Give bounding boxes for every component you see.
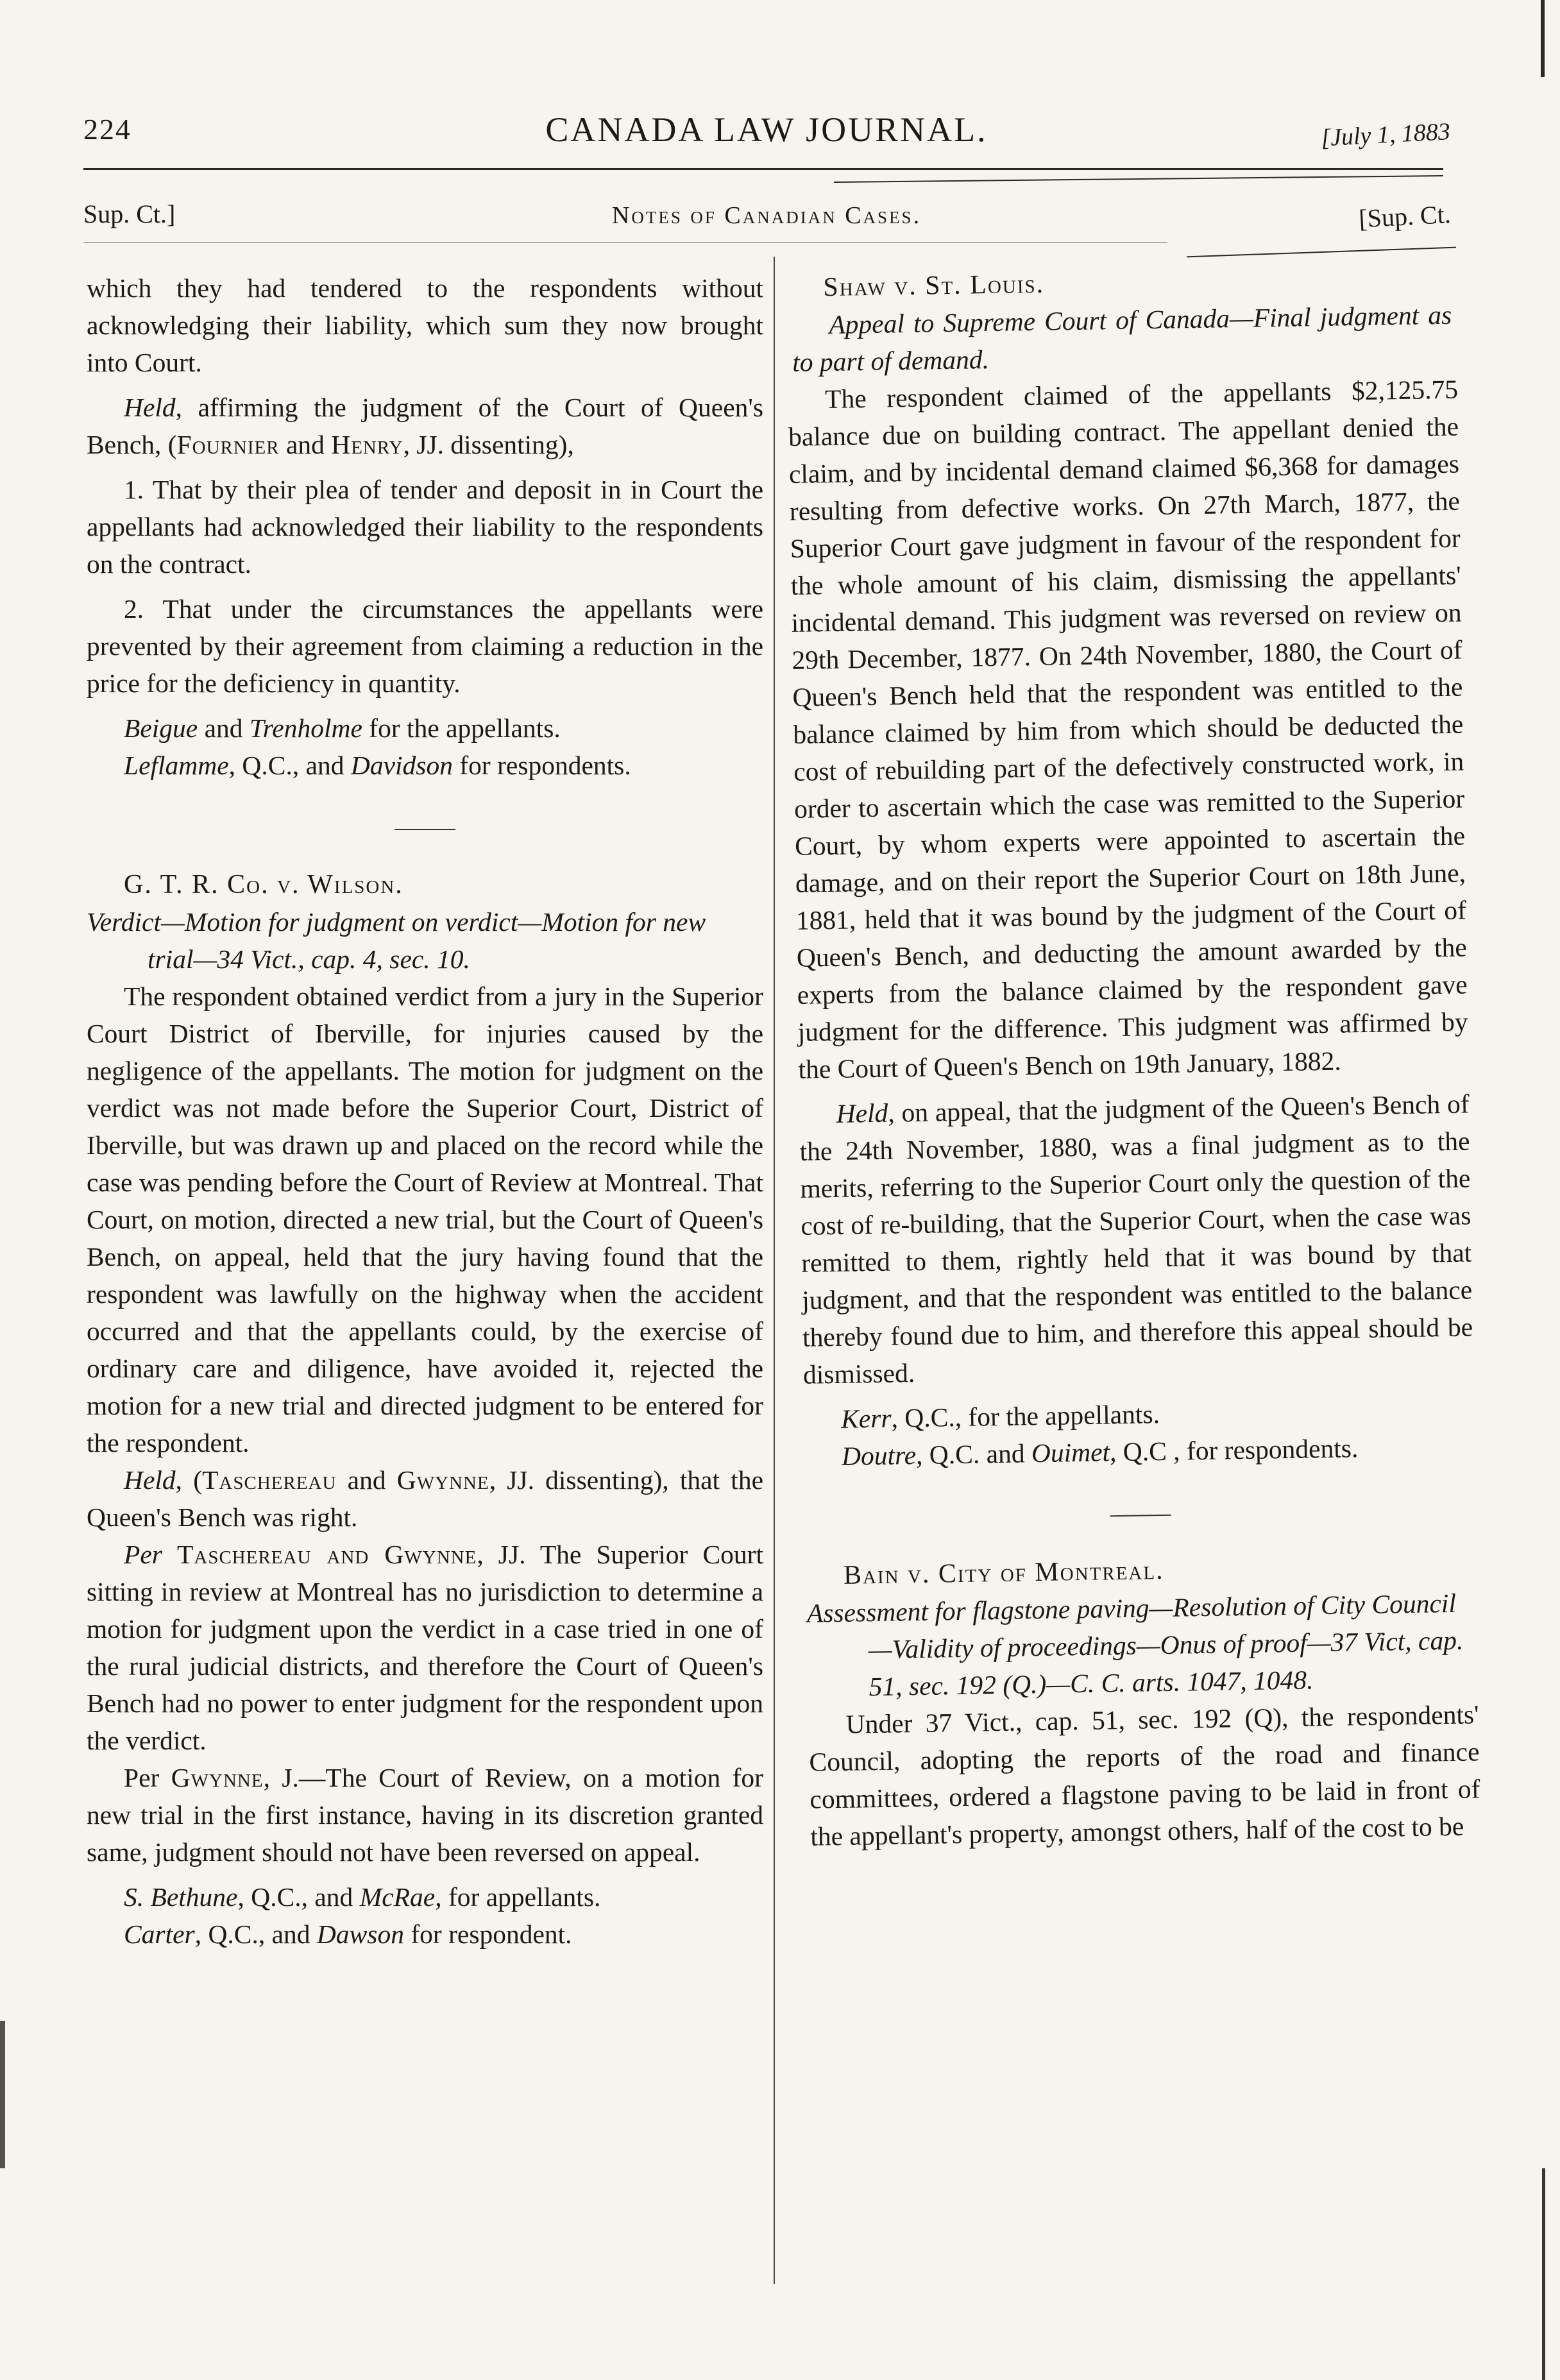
section-rule-right (1187, 247, 1456, 258)
section-header (83, 199, 1450, 237)
judge-name: Fournier (176, 430, 280, 459)
header-rule-secondary (834, 175, 1443, 183)
case-divider (1110, 1515, 1171, 1517)
continuation-paragraph: which they had tendered to the respondents without acknowledging their liability, which sum they now brought into Court. (87, 273, 763, 377)
held-paragraph: Held, (Taschereau and Gwynne, JJ. dissenting), that the Queen's Bench was right. (87, 1465, 763, 1532)
court-label-left: Sup. Ct.] (83, 200, 176, 228)
judge-name: Henry (331, 430, 403, 459)
counsel-line: Beigue and Trenholme for the appellants. (124, 713, 561, 743)
held-label: Held (836, 1098, 888, 1128)
counsel-line: Leflamme, Q.C., and Davidson for respondents. (124, 751, 631, 780)
case-paragraph: The respondent obtained verdict from a jury in the Superior Court District of Iberville, for injuries caused by the negligence of the appellants. The motion for judgment on the verdict was not made before the Superior Court, District of Iberville, but was drawn up and placed on the record while the case was pending before the Court of Review at Montreal. That Court, on motion, directed a new trial, but the Court of Queen's Bench, on appeal, held that the jury having found that the respondent was lawfully on the highway when the accident occurred and that the appellants could, by the exercise of ordinary care and diligence, have avoided it, rejected the motion for a new trial and directed judgment to be entered for the respondent. (87, 982, 763, 1458)
issue-date: [July 1, 1883 (1320, 117, 1452, 152)
page-edge-shadow (1541, 0, 1547, 2379)
column-divider (774, 257, 775, 2284)
journal-title: CANADA LAW JOURNAL. (545, 110, 988, 149)
case-subtitle: Verdict—Motion for judgment on verdict—Motion for new trial—34 Vict., cap. 4, sec. 10. (87, 907, 706, 974)
left-column (87, 269, 763, 1953)
case-paragraph: The respondent claimed of the appellants $2,125.75 balance due on building contract. The appellant denied the claim, and by incidental demand claimed $6,368 for damages resulting from defective works. On 27th March, 1877, the Superior Court gave judgment in favour of the respondent for the whole amount of his claim, dismissing the appellants' incidental demand. This judgment was reversed on review on 29th December, 1877. On 24th November, 1880, the Court of Queen's Bench held that the respondent was entitled to the balance claimed by him from which should be deducted the cost of rebuilding part of the defectively constructed work, in order to ascertain which the case was remitted to the Superior Court, by whom experts were appointed to ascertain the damage, and on their report the Superior Court on 18th June, 1881, held that it was bound by the judgment of the Court of Queen's Bench, and deducting the amount awarded by the experts from the balance claimed by the respondent gave judgment for the difference. This judgment was affirmed by the Court of Queen's Bench on 19th January, 1882. (788, 374, 1468, 1084)
right-column (786, 259, 1481, 1855)
counsel-line: Carter, Q.C., and Dawson for respondent. (124, 1919, 572, 1949)
held-paragraph: Held, on appeal, that the judgment of the Queen's Bench of the 24th November, 1880, was a final judgment as to the merits, referring to the Superior Court only the question of the cost of re-building, that the Superior Court, when the case was remitted to them, rightly held that it was bound by that judgment, and that the respondent was entitled to the balance thereby found due to him, and therefore this appeal should be dismissed. (799, 1089, 1473, 1390)
page-number: 224 (83, 113, 131, 146)
counsel-line: Doutre, Q.C. and Ouimet, Q.C , for respondents. (841, 1433, 1359, 1471)
case-subtitle: Appeal to Supreme Court of Canada—Final judgment as to part of demand. (792, 300, 1452, 377)
court-label-right: [Sup. Ct. (1357, 199, 1452, 234)
held-paragraph: Held, affirming the judgment of the Court of Queen's Bench, (Fournier and Henry, JJ. dissenting), (87, 393, 763, 459)
header-rule (83, 168, 1443, 170)
case-title: G. T. R. Co. v. Wilson. (124, 870, 403, 899)
case-title: Shaw v. St. Louis. (823, 269, 1045, 303)
case-divider (394, 829, 455, 830)
section-title: Notes of Canadian Cases. (611, 202, 922, 229)
holding-point: 1. That by their plea of tender and deposit in in Court the appellants had acknowledged their liability to the respondents on the contract. (87, 475, 763, 579)
case-subtitle: Assessment for flagstone paving—Resolution of City Council—Validity of proceedings—Onus of proof—37 Vict, cap. 51, sec. 192 (Q.)—C. C. arts. 1047, 1048. (806, 1588, 1464, 1702)
binding-edge-mark (0, 2021, 5, 2168)
running-header (83, 112, 1450, 157)
held-label: Held (124, 1465, 176, 1495)
held-label: Held (124, 393, 176, 422)
case-paragraph: Under 37 Vict., cap. 51, sec. 192 (Q), the respondents' Council, adopting the reports of the road and finance committees, ordered a flagstone paving to be laid in front of the appellant's property, amongst others, half of the cost to be (809, 1699, 1480, 1851)
section-rule (83, 242, 1167, 243)
per-paragraph: Per Taschereau and Gwynne, JJ. The Superior Court sitting in review at Montreal has no jurisdiction to determine a motion for judgment upon the verdict in a case tried in one of the rural judicial districts, and therefore the Court of Queen's Bench had no power to enter judgment for the respondent upon the verdict. (87, 1540, 764, 1755)
holding-point: 2. That under the circumstances the appellants were prevented by their agreement from claiming a reduction in the price for the deficiency in quantity. (87, 594, 763, 698)
counsel-line: Kerr, Q.C., for the appellants. (840, 1399, 1160, 1434)
case-title: Bain v. City of Montreal. (843, 1555, 1164, 1590)
per-paragraph: Per Gwynne, J.—The Court of Review, on a motion for new trial in the first instance, having in its discretion granted same, judgment should not have been reversed on appeal. (87, 1763, 763, 1867)
counsel-line: S. Bethune, Q.C., and McRae, for appellants. (124, 1882, 601, 1912)
